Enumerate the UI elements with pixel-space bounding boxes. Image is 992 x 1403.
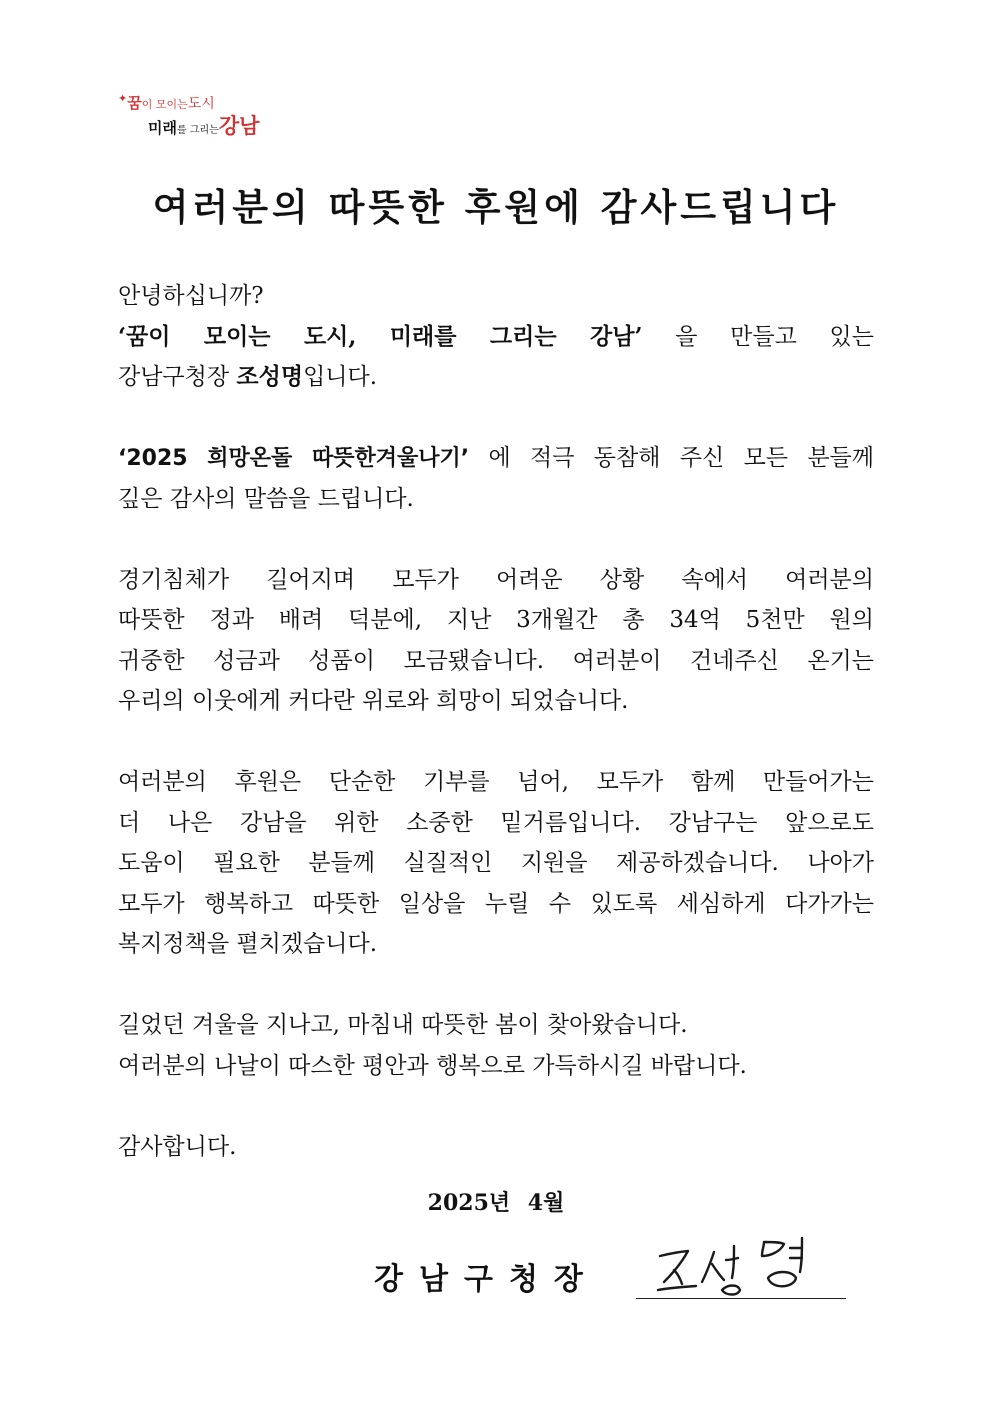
paragraph-line: 복지정책을 펼치겠습니다.	[118, 931, 378, 957]
logo-text: 를 그리는	[176, 125, 219, 136]
star-icon: ✦	[118, 92, 128, 105]
paragraph-line: 우리의 이웃에게 커다란 위로와 희망이 되었습니다.	[118, 688, 629, 714]
campaign-after-text: 에 적극 동참해 주신 모든 분들께	[469, 445, 874, 471]
logo-text: 강남	[218, 114, 260, 138]
logo-line-2	[148, 110, 259, 140]
slogan-after-text: 을 만들고 있는	[642, 323, 874, 350]
greeting-slogan-line	[118, 317, 874, 358]
greeting-line: 안녕하십니까?	[118, 283, 264, 309]
paragraph-line: 귀중한 성금과 성품이 모금됐습니다. 여러분이 건네주신 온기는	[118, 647, 874, 674]
logo-text: 미래	[148, 119, 177, 137]
paragraph-line: 모두가 행복하고 따뜻한 일상을 누릴 수 있도록 세심하게 다가가는	[118, 890, 874, 917]
letter-title: 여러분의 따뜻한 후원에 감사드립니다	[152, 186, 840, 229]
paragraph-line: 따뜻한 정과 배려 덕분에, 지난 3개월간 총 34억 5천만 원의	[118, 607, 874, 633]
paragraph-line: 여러분의 후원은 단순한 기부를 넘어, 모두가 함께 만들어가는	[118, 769, 874, 795]
signer-title: 강남구청장	[374, 1262, 599, 1297]
signature-block	[374, 1254, 854, 1314]
paragraph-line: 여러분의 나날이 따스한 평안과 행복으로 가득하시길 바랍니다.	[118, 1052, 747, 1079]
closing-line: 감사합니다.	[118, 1133, 237, 1160]
campaign-line	[118, 438, 874, 479]
campaign-name: ‘2025 희망온돌 따뜻한겨울나기’	[118, 446, 470, 471]
gangnam-slogan-logo	[118, 92, 298, 142]
logo-text: 이 모이는	[141, 98, 188, 111]
slogan-text: ‘꿈이 모이는 도시, 미래를 그리는 강남’	[118, 322, 643, 350]
greeting-name-line	[118, 357, 874, 398]
paragraph-line: 깊은 감사의 말씀을 드립니다.	[118, 485, 414, 512]
intro-text: 입니다.	[303, 364, 378, 390]
paragraph-line: 도움이 필요한 분들께 실질적인 지원을 제공하겠습니다. 나아가	[118, 850, 874, 876]
handwritten-signature	[652, 1234, 822, 1300]
logo-text: 도시	[187, 96, 215, 112]
logo-text: 꿈	[127, 94, 142, 112]
paragraph-line: 더 나은 강남을 위한 소중한 밑거름입니다. 강남구는 앞으로도	[118, 809, 874, 836]
paragraph-line: 경기침체가 길어지며 모두가 어려운 상황 속에서 여러분의	[118, 566, 874, 593]
letter-date: 2025년 4월	[427, 1190, 565, 1216]
intro-text: 강남구청장	[118, 364, 237, 390]
mayor-name: 조성명	[236, 363, 304, 390]
paragraph-line: 길었던 겨울을 지나고, 마침내 따뜻한 봄이 찾아왔습니다.	[118, 1012, 688, 1038]
letter-body	[118, 276, 874, 1167]
signature-line	[636, 1298, 846, 1299]
